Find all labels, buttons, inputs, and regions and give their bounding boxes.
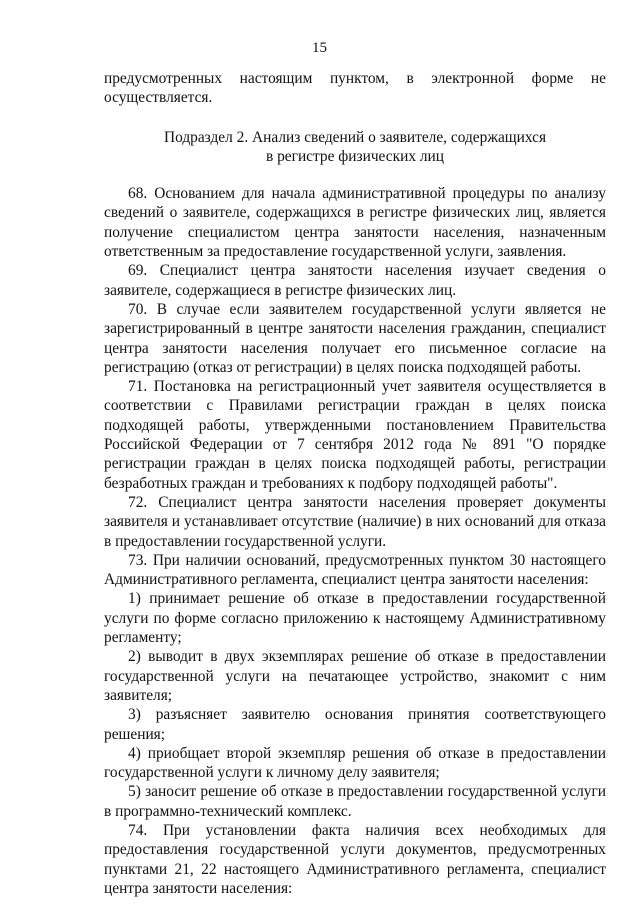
paragraph-68: 68. Основанием для начала административной процедуры по анализу сведений о заявителе, содержащихся в регистре физических лиц, является получение специалистом центра занятости населения, назначенным ответственным за предоставление государственной услуги, заявления. [104, 185, 606, 261]
subsection-heading [104, 128, 606, 167]
document-body [104, 69, 606, 898]
subsection-heading-line1: Подраздел 2. Анализ сведений о заявителе, содержащихся [163, 128, 547, 146]
page-number: 15 [312, 40, 327, 56]
paragraph-71: 71. Постановка на регистрационный учет заявителя осуществляется в соответствии с Правилами регистрации граждан в целях поиска подходящей работы, утвержденными постановлением Правительства Российской Федерации от 7 сентября 2012 года № 891 "О порядке регистрации граждан в целях поиска подходящей работы, регистрации безработных граждан и требованиях к подбору подходящей работы". [104, 378, 606, 492]
paragraph-69: 69. Специалист центра занятости населения изучает сведения о заявителе, содержащиеся в регистре физических лиц. [104, 262, 606, 299]
list-item-1: 1) принимает решение об отказе в предоставлении государственной услуги по форме согласно приложению к настоящему Административному регламенту; [104, 590, 606, 647]
subsection-heading-line2: в регистре физических лиц [265, 147, 445, 165]
paragraph-72: 72. Специалист центра занятости населения проверяет документы заявителя и устанавливает отсутствие (наличие) в них оснований для отказа в предоставлении государственной услуги. [104, 493, 606, 550]
list-item-2: 2) выводит в двух экземплярах решение об отказе в предоставлении государственной услуги на печатающее устройство, знакомит с ним заявителя; [104, 648, 606, 704]
paragraph-73: 73. При наличии оснований, предусмотренных пунктом 30 настоящего Административного регламента, специалист центра занятости населения: [104, 551, 606, 589]
lead-paragraph: предусмотренных настоящим пунктом, в электронной форме не осуществляется. [104, 70, 606, 107]
list-item-5: 5) заносит решение об отказе в предоставлении государственной услуги в программно-технический комплекс. [104, 783, 606, 820]
list-item-4: 4) приобщает второй экземпляр решения об отказе в предоставлении государственной услуги к личному делу заявителя; [104, 744, 606, 782]
paragraph-70: 70. В случае если заявителем государственной услуги является не зарегистрированный в центре занятости населения гражданин, специалист центра занятости населения получает его письменное согласие на регистрацию (отказ от регистрации) в целях поиска подходящей работы. [104, 300, 606, 376]
paragraph-74: 74. При установлении факта наличия всех необходимых для предоставления государственной услуги документов, предусмотренных пунктами 21, 22 настоящего Административного регламента, специалист центра занятости населения: [104, 821, 606, 897]
list-item-3: 3) разъясняет заявителю основания принятия соответствующего решения; [104, 706, 606, 743]
